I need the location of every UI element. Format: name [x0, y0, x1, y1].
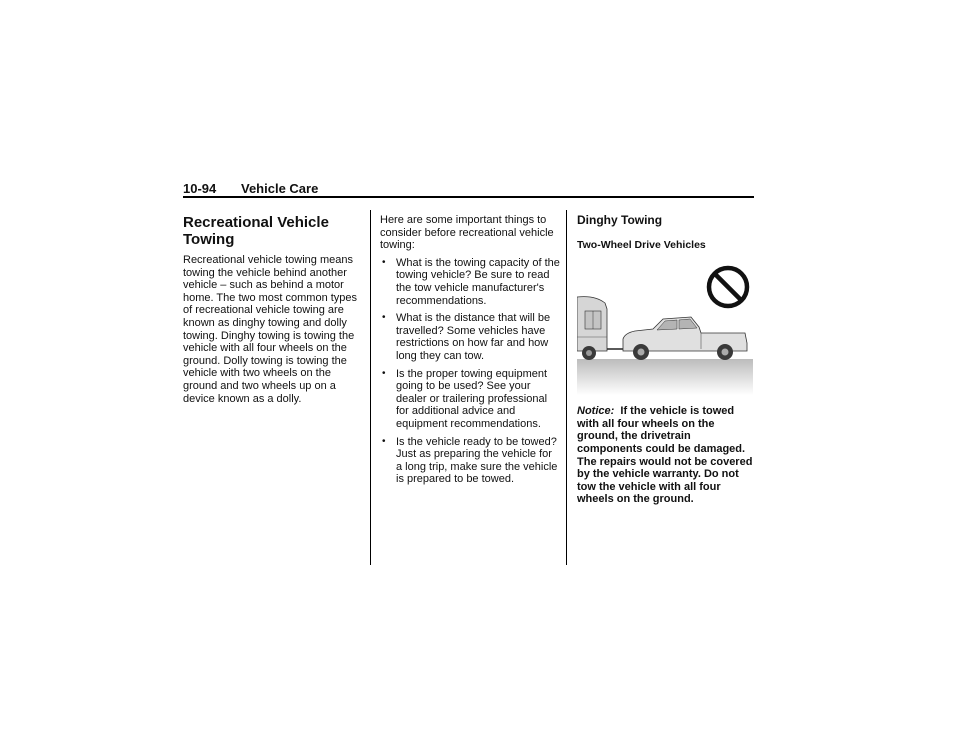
- pickup-truck-icon: [623, 317, 747, 360]
- notice-text: If the vehicle is towed with all four wheels on the ground, the drivetrain components could be damaged. The repairs would not be covered by the vehicle warranty. Do not tow the vehicle with all four wheels on the ground.: [577, 405, 753, 506]
- list-item: • Is the proper towing equipment going to be used? See your dealer or trailering professional for additional advice and equipment recommendations.: [380, 368, 560, 431]
- column-divider-2: [566, 210, 567, 565]
- list-item: • Is the vehicle ready to be towed? Just as preparing the vehicle for a long trip, make sure the vehicle is prepared to be towed.: [380, 436, 560, 486]
- column-1: [183, 214, 363, 405]
- considerations-intro: Here are some important things to consider before recreational vehicle towing:: [380, 214, 554, 252]
- dinghy-towing-svg: [577, 259, 753, 395]
- rv-towing-heading: Recreational Vehicle Towing: [183, 214, 329, 248]
- column-2: [380, 214, 560, 491]
- column-3: [577, 214, 755, 506]
- list-item: • What is the towing capacity of the towing vehicle? Be sure to read the tow vehicle manufacturer's recommendations.: [380, 257, 560, 307]
- considerations-list: [380, 257, 560, 486]
- section-title: Vehicle Care: [241, 181, 319, 196]
- column-divider-1: [370, 210, 371, 565]
- prohibition-icon: [709, 268, 747, 306]
- dinghy-towing-illustration: [577, 259, 753, 395]
- rv-towing-body: Recreational vehicle towing means towing the vehicle behind another vehicle – such as behind a motor home. The two most common types of recreational vehicle towing are known as dinghy towing and dolly towing. Dinghy towing is towing the vehicle with all four wheels on the ground. Dolly towing is towing the vehicle with two wheels on the ground and two wheels up on a device known as a dolly.: [183, 254, 358, 405]
- dinghy-towing-heading: Dinghy Towing: [577, 213, 663, 227]
- motorhome-icon: [577, 297, 623, 360]
- two-wheel-drive-subheading: Two-Wheel Drive Vehicles: [577, 238, 706, 251]
- list-item: • What is the distance that will be travelled? Some vehicles have restrictions on how far and how long they can tow.: [380, 312, 560, 362]
- notice-block: [577, 405, 755, 506]
- page-header: [183, 181, 754, 197]
- page-number: 10-94: [183, 181, 217, 196]
- notice-label: Notice:: [577, 405, 615, 418]
- header-rule: [183, 196, 754, 198]
